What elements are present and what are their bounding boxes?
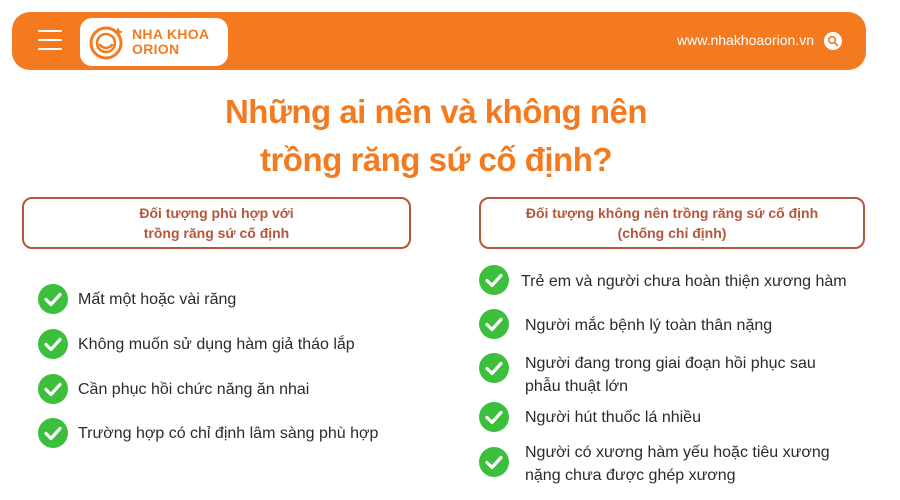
contraindication-heading-line-2: (chống chỉ định) [617, 225, 727, 241]
site-url[interactable]: www.nhakhoaorion.vn [677, 32, 814, 48]
search-button[interactable] [824, 32, 842, 50]
list-item-text: Người hút thuốc lá nhiều [525, 409, 701, 426]
check-circle-icon [479, 265, 509, 295]
check-circle-icon [479, 402, 509, 432]
page-title [0, 88, 872, 184]
list-item-text: Trẻ em và người chưa hoàn thiện xương hàm [521, 273, 847, 290]
logo[interactable] [80, 18, 228, 66]
hamburger-icon[interactable] [38, 30, 62, 50]
search-icon [827, 35, 839, 47]
logo-line-1: NHA KHOA [132, 26, 210, 42]
list-item-text: Người có xương hàm yếu hoặc tiêu xương [525, 444, 830, 461]
list-item-text: Người mắc bệnh lý toàn thân nặng [525, 317, 773, 334]
page-title-line-1: Những ai nên và không nên [224, 93, 648, 130]
page-title-line-2: trồng răng sứ cố định? [259, 141, 613, 178]
check-circle-icon [479, 309, 509, 339]
list-item-text: Trường hợp có chỉ định lâm sàng phù hợp [78, 425, 379, 442]
check-circle-icon [479, 353, 509, 383]
list-item-text-continued: phẫu thuật lớn [525, 378, 629, 395]
suitable-heading-line-1: Đối tượng phù hợp với [139, 205, 294, 221]
smile-logo-icon [88, 24, 124, 60]
check-circle-icon [479, 447, 509, 477]
list-item-text: Cần phục hồi chức năng ăn nhai [78, 381, 310, 398]
check-circle-icon [38, 418, 68, 448]
suitable-heading-line-2: trồng răng sứ cố định [143, 225, 290, 241]
logo-line-2: ORION [132, 41, 180, 57]
logo-text [132, 27, 209, 57]
list-item-text: Mất một hoặc vài răng [78, 291, 237, 308]
contraindication-heading-box [479, 197, 865, 249]
list-item-text: Không muốn sử dụng hàm giả tháo lắp [78, 336, 355, 353]
contraindication-heading-line-1: Đối tượng không nên trồng răng sứ cố định [525, 205, 819, 221]
check-circle-icon [38, 284, 68, 314]
check-circle-icon [38, 329, 68, 359]
list-item-text: Người đang trong giai đoạn hồi phục sau [525, 355, 816, 372]
header-bar [12, 12, 866, 70]
suitable-heading-box [22, 197, 411, 249]
list-item-text-continued: nặng chưa được ghép xương [525, 467, 736, 484]
check-circle-icon [38, 374, 68, 404]
